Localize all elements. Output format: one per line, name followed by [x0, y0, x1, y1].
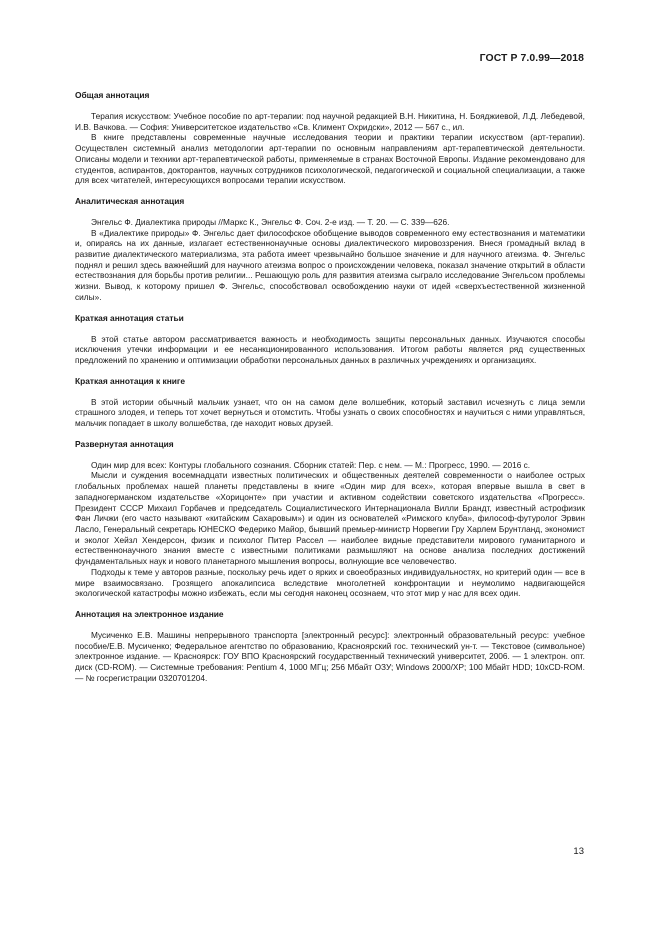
section-article-annotation [75, 313, 585, 366]
bibliographic-entry: Терапия искусством: Учебное пособие по арт-терапии: под научной редакцией В.Н. Никитина, Н. Бояджиевой, Л.Д. Лебедевой, И.В. Вачкова. — София: Университетское издательство «Св. Климент Охридски», 2012 — 567 с., ил. [75, 111, 585, 132]
section-title: Краткая аннотация к книге [75, 375, 186, 386]
bibliographic-entry: Энгельс Ф. Диалектика природы //Маркс К., Энгельс Ф. Соч. 2-е изд. — Т. 20. — С. 339—626. [91, 216, 450, 227]
bibliographic-entry: Один мир для всех: Контуры глобального сознания. Сборник статей: Пер. с нем. — М.: Прогресс, 1990. — 2016 с. [91, 459, 531, 470]
section-title: Аналитическая аннотация [75, 195, 185, 206]
annotation-paragraph: В этой истории обычный мальчик узнает, что он на самом деле волшебник, который заставил исчезнуть с лица земли страшного злодея, и теперь тот хочет вернуться и отомстить. Чтобы узнать о своих способностях и научиться с ними управляться, мальчик попадает в школу волшебства, где находит новых друзей. [75, 396, 585, 429]
section-expanded-annotation [75, 439, 585, 599]
annotation-paragraph: В «Диалектике природы» Ф. Энгельс дает философское обобщение выводов современного ему естествознания и математики и, опираясь на их данные, излагает естественнонаучные основы диалектического мировоззрения. Внеся громадный вклад в развитие диалектического материализма, эта работа имеет чрезвычайно большое значение и для научного атеизма. Ф. Энгельс поднял и решил здесь важнейший для научного атеизма вопрос о происхождении человека, показал значение открытий в области естествознания для борьбы против религии... Решающую роль для развития атеизма сыграло исследование Энгельсом проблемы жизни. Вывод, к которому пришел Ф. Энгельс, способствовал освобождению науки от идей «сверхъестественной жизненной силы». [75, 227, 585, 302]
standard-code-header: ГОСТ Р 7.0.99—2018 [479, 53, 584, 64]
annotation-paragraph: В книге представлены современные научные исследования теории и практики терапии искусством (арт-терапии). Осуществлен системный анализ методологии арт-терапии по основным направлениям арт-терапевтической деятельности. Описаны модели и техники арт-терапевтической работы, применяемые в странах Восточной Европы. Издание рекомендовано для студентов, аспирантов, докторантов, научных сотрудников психологической, педагогической и социальной специализации, а также для всех читателей, интересующихся вопросами терапии искусством. [75, 132, 585, 186]
page-number: 13 [573, 846, 584, 857]
section-analytical-annotation [75, 196, 585, 303]
section-title: Развернутая аннотация [75, 438, 174, 449]
annotation-paragraph: В этой статье автором рассматривается важность и необходимость защиты персональных данных. Изучаются способы исключения утечки информации и ее несанкционированного использования. Итогом работы является ряд существенных предложений по хранению и оптимизации обработки персональных данных в различных учреждениях и организациях. [75, 333, 585, 365]
section-title: Краткая аннотация статьи [75, 312, 184, 323]
section-general-annotation [75, 90, 585, 186]
annotation-paragraph: Подходы к теме у авторов разные, поскольку речь идет о ярких и своеобразных индивидуальностях, но критерий один — все в мире взаимосвязано. Грозящего апокалипсиса вследствие многолетней конфронтации и неумолимо надвигающейся экологической катастрофы можно избежать, если мы сегодня наконец осознаем, что этот мир у нас для всех один. [75, 566, 585, 599]
section-electronic-annotation [75, 609, 585, 684]
bibliographic-entry: Мусиченко Е.В. Машины непрерывного транспорта [электронный ресурс]: электронный образовательный ресурс: учебное пособие/Е.В. Мусиченко; Федеральное агентство по образованию, Красноярский гос. технический ун-т. — Текстовое (символьное) электронное издание. — Красноярск: ГОУ ВПО Красноярский государственный технический университет, 2006. — 1 электрон. опт. диск (CD-ROM). — Системные требования: Pentium 4, 1000 МГц; 256 Мбайт ОЗУ; Windows 2000/XP; 100 Мбайт HDD; 10xCD-ROM. — № госрегистрации 0320701204. [75, 629, 585, 683]
document-body [75, 90, 585, 693]
section-title: Аннотация на электронное издание [75, 608, 224, 619]
section-title: Общая аннотация [75, 90, 150, 100]
section-book-annotation [75, 376, 585, 429]
annotation-paragraph: Мысли и суждения восемнадцати известных политических и общественных деятелей современности о наиболее острых глобальных проблемах нашей планеты представлены в книге «Один мир для всех», которая впервые вышла в свет в западногерманском издательстве «Хорицонте» при участии и активном содействии советского издательства «Прогресс». Президент СССР Михаил Горбачев и председатель Социалистического Интернационала Вилли Брандт, известный астрофизик Фан Личжи (его часто называют «китайским Сахаровым») и один из основателей «Римского клуба», философ-футуролог Эрвин Ласло, Генеральный секретарь ЮНЕСКО Федерико Майор, бывший премьер-министр Норвегии Гру Харлем Брунтланд, экономист и эколог Хейзл Хендерсон, физик и психолог Питер Рассел — наиболее видные представители мирового гуманитарного и естественнонаучного знания вместе с известными политиками размышляют на основе анализа последних достижений фундаментальных наук и нового планетарного мышления вопросы, волнующие все человечество. [75, 470, 585, 567]
